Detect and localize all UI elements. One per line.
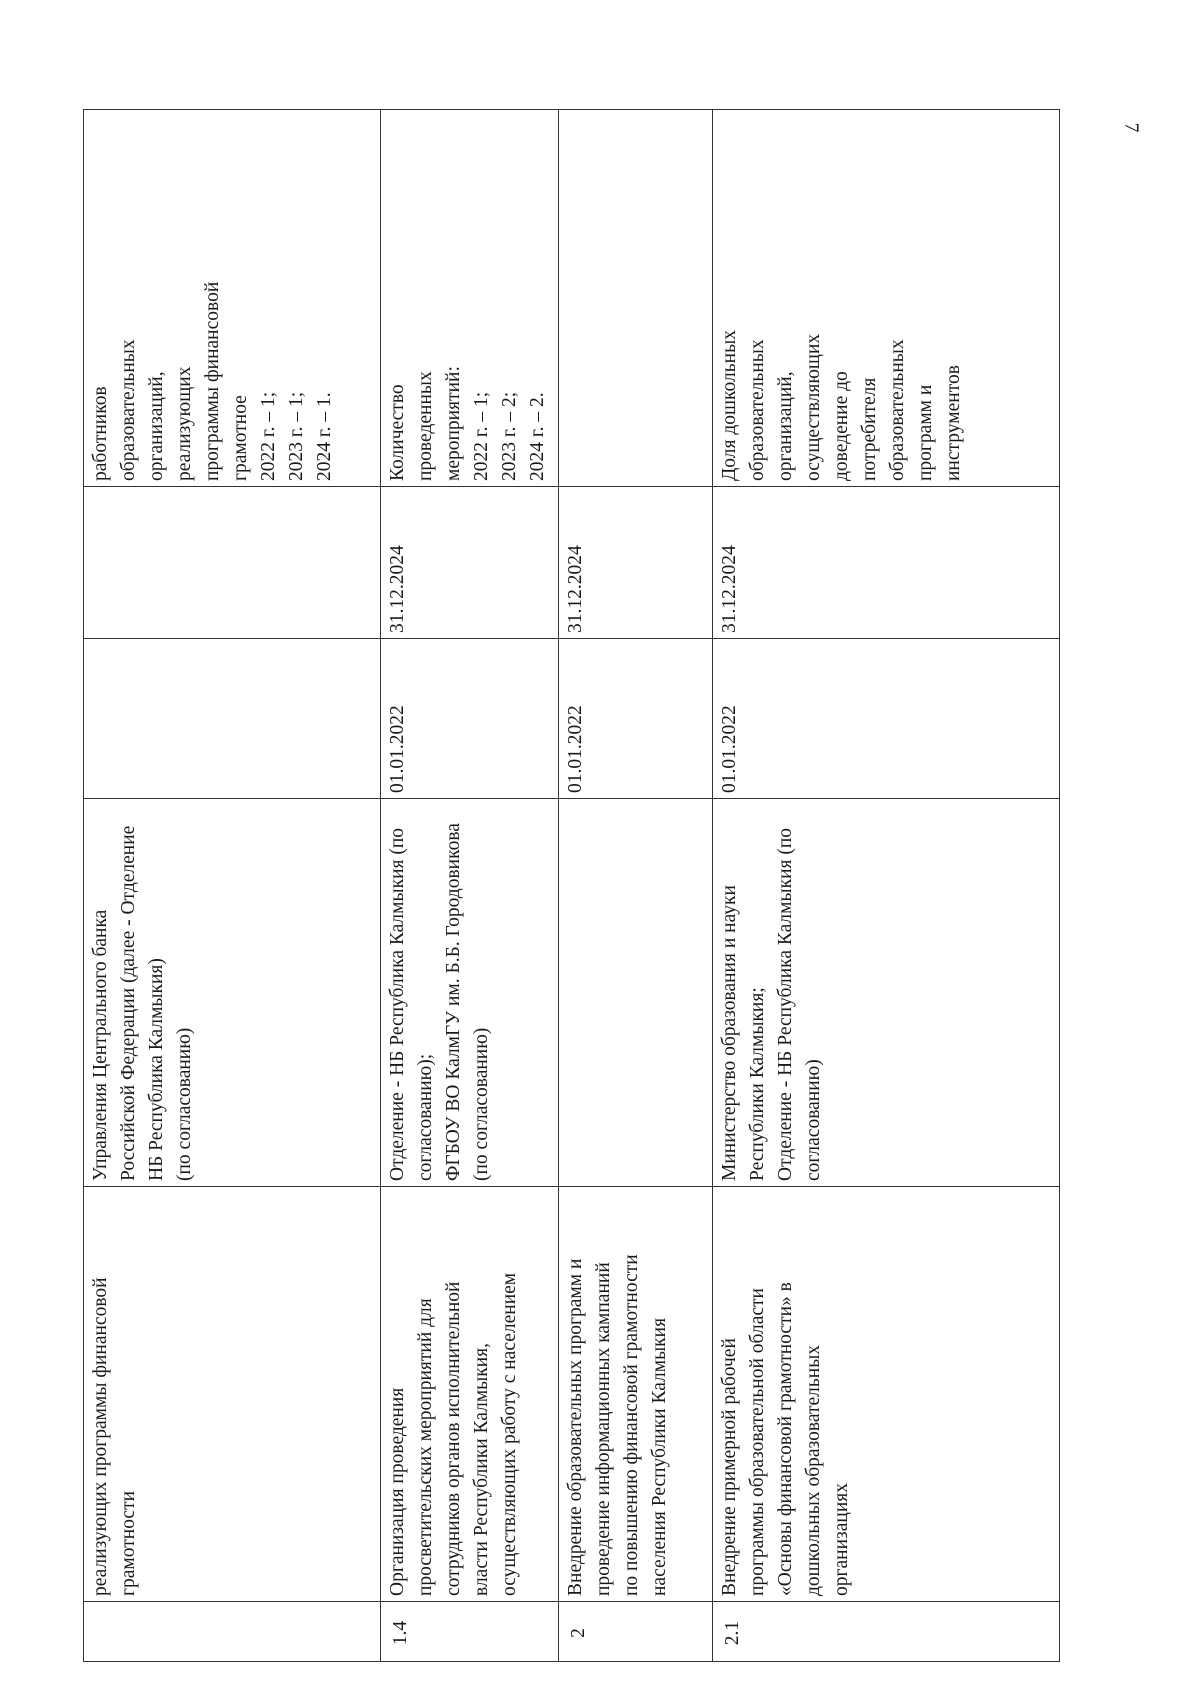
cell-text: 1.4 <box>390 1620 411 1646</box>
cell-text-line: НБ Республика Калмыкия) <box>146 958 167 1181</box>
page-number: 7 <box>1120 122 1143 133</box>
executor-cell <box>713 799 1060 1187</box>
cell-text-line: организациях <box>831 1483 852 1596</box>
cell-text: 01.01.2022 <box>719 705 740 793</box>
cell-text-line: Министерство образования и науки <box>719 885 740 1181</box>
cell-text-line: населения Республики Калмыкия <box>649 1317 670 1596</box>
executor-cell <box>381 799 559 1187</box>
start-date-cell <box>559 639 713 799</box>
cell-text-line: мероприятий: <box>443 366 464 481</box>
end-date-cell <box>84 487 381 639</box>
cell-text-line: по повышению финансовой грамотности <box>621 1254 642 1596</box>
end-date-cell <box>381 487 559 639</box>
activity-cell <box>84 1187 381 1602</box>
cell-text-line: Доля дошкольных <box>719 330 740 481</box>
indicator-cell <box>559 110 713 487</box>
table-row <box>84 110 381 1662</box>
activity-cell <box>381 1187 559 1602</box>
cell-text-line: проведение информационных кампаний <box>593 1262 614 1596</box>
cell-text-line: дошкольных образовательных <box>803 1344 824 1596</box>
cell-text-line: грамотности <box>118 1490 139 1596</box>
cell-text-line: программ и <box>915 384 936 481</box>
indicator-cell <box>713 110 1060 487</box>
cell-text-line: (по согласованию) <box>174 1027 195 1181</box>
start-date-cell <box>381 639 559 799</box>
cell-text-line: осуществляющих работу с населением <box>499 1272 520 1596</box>
cell-text-line: Внедрение примерной рабочей <box>719 1338 740 1596</box>
cell-text-line: работников <box>90 386 111 481</box>
cell-text-line: 2024 г. – 2. <box>527 392 548 481</box>
start-date-cell <box>713 639 1060 799</box>
cell-text-line: проведенных <box>415 371 436 481</box>
indicator-cell <box>84 110 381 487</box>
cell-text-line: (по согласованию) <box>471 1027 492 1181</box>
table-row <box>381 110 559 1662</box>
cell-text-line: грамотное <box>230 395 251 481</box>
cell-text-line: 2023 г. – 1; <box>286 391 307 481</box>
cell-text: 31.12.2024 <box>565 545 586 633</box>
cell-text-line: программы финансовой <box>202 281 223 481</box>
activity-cell <box>559 1187 713 1602</box>
cell-text-line: осуществляющих <box>803 333 824 481</box>
cell-text-line: Внедрение образовательных программ и <box>565 1258 586 1596</box>
cell-text-line: реализующих <box>174 366 195 481</box>
cell-text-line: доведение до <box>831 371 852 481</box>
table-row <box>713 110 1060 1662</box>
cell-text-line: организаций, <box>775 371 796 481</box>
cell-text-line: согласованию) <box>803 1059 824 1181</box>
cell-text-line: образовательных <box>118 339 139 481</box>
cell-text-line: просветительских мероприятий для <box>415 1298 436 1596</box>
plan-table-body <box>84 110 1060 1662</box>
cell-text-line: Отделение - НБ Республика Калмыкия (по <box>387 827 408 1181</box>
cell-text-line: Управления Центрального банка <box>90 909 111 1181</box>
cell-text-line: ФГБОУ ВО КалмГУ им. Б.Б. Городовикова <box>443 823 464 1181</box>
cell-text-line: «Основы финансовой грамотности» в <box>775 1282 796 1596</box>
rotated-page-content <box>83 110 1059 1662</box>
cell-text-line: Российской Федерации (далее - Отделение <box>118 825 139 1181</box>
cell-text-line: 2024 г. – 1. <box>314 392 335 481</box>
activity-cell <box>713 1187 1060 1602</box>
cell-text-line: власти Республики Калмыкия, <box>471 1342 492 1596</box>
cell-text-line: инструментов <box>943 365 964 481</box>
end-date-cell <box>713 487 1060 639</box>
row-number-cell <box>713 1602 1060 1662</box>
cell-text-line: Организация проведения <box>387 1387 408 1596</box>
cell-text-line: 2022 г. – 1; <box>471 391 492 481</box>
start-date-cell <box>84 639 381 799</box>
cell-text: 2 <box>568 1628 589 1638</box>
indicator-cell <box>381 110 559 487</box>
row-number-cell <box>381 1602 559 1662</box>
cell-text-line: образовательных <box>887 339 908 481</box>
cell-text-line: программы образовательной области <box>747 1288 768 1596</box>
document-table-area <box>83 110 1059 1662</box>
plan-table <box>83 109 1060 1662</box>
cell-text-line: Отделение - НБ Республика Калмыкия (по <box>775 827 796 1181</box>
cell-text-line: Количество <box>387 384 408 481</box>
executor-cell <box>559 799 713 1187</box>
cell-text-line: потребителя <box>859 377 880 481</box>
cell-text: 31.12.2024 <box>719 545 740 633</box>
executor-cell <box>84 799 381 1187</box>
cell-text-line: 2022 г. – 1; <box>258 391 279 481</box>
table-row <box>559 110 713 1662</box>
cell-text-line: реализующих программы финансовой <box>90 1277 111 1596</box>
end-date-cell <box>559 487 713 639</box>
cell-text-line: образовательных <box>747 339 768 481</box>
cell-text-line: организаций, <box>146 371 167 481</box>
cell-text: 31.12.2024 <box>387 545 408 633</box>
cell-text-line: Республики Калмыкия; <box>747 987 768 1181</box>
cell-text: 2.1 <box>722 1620 743 1646</box>
cell-text-line: согласованию); <box>415 1053 436 1181</box>
row-number-cell <box>559 1602 713 1662</box>
cell-text: 01.01.2022 <box>565 705 586 793</box>
row-number-cell <box>84 1602 381 1662</box>
cell-text-line: 2023 г. – 2; <box>499 391 520 481</box>
cell-text: 01.01.2022 <box>387 705 408 793</box>
cell-text-line: сотрудников органов исполнительной <box>443 1281 464 1596</box>
